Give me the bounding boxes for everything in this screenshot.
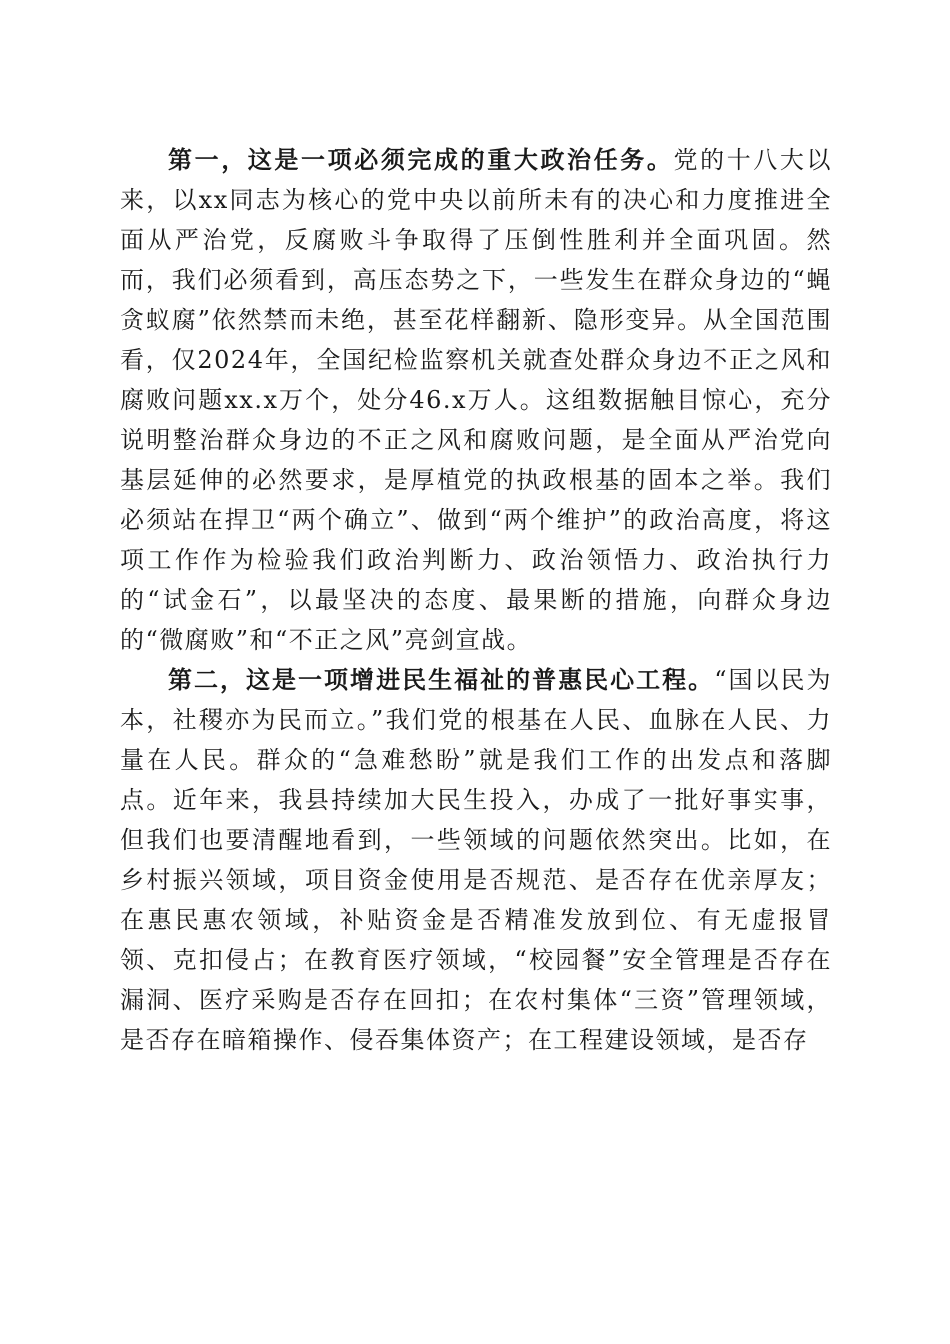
paragraph-lead: 第一，这是一项必须完成的重大政治任务。	[168, 145, 674, 174]
paragraph-body: “国以民为本，社稷亦为民而立。”我们党的根基在人民、血脉在人民、力量在人民。群众的“急难愁盼”就是我们工作的出发点和落脚点。近年来，我县持续加大民生投入，办成了一批好事实事，但我们也要清醒地看到，一些领域的问题依然突出。比如，在乡村振兴领域，项目资金使用是否规范、是否存在优亲厚友；在惠民惠农领域，补贴资金是否精准发放到位、有无虚报冒领、克扣侵占；在教育医疗领域，“校园餐”安全管理是否存在漏洞、医疗采购是否存在回扣；在农村集体“三资”管理领域，是否存在暗箱操作、侵吞集体资产；在工程建设领域，是否存	[120, 666, 832, 1054]
paragraph-second	[120, 660, 832, 1060]
paragraph-lead: 第二，这是一项增进民生福祉的普惠民心工程。	[168, 665, 715, 694]
paragraph-body: 党的十八大以来，以xx同志为核心的党中央以前所未有的决心和力度推进全面从严治党，反腐败斗争取得了压倒性胜利并全面巩固。然而，我们必须看到，高压态势之下，一些发生在群众身边的“蝇贪蚁腐”依然禁而未绝，甚至花样翻新、隐形变异。从全国范围看，仅2024年，全国纪检监察机关就查处群众身边不正之风和腐败问题xx.x万个，处分46.x万人。这组数据触目惊心，充分说明整治群众身边的不正之风和腐败问题，是全面从严治党向基层延伸的必然要求，是厚植党的执政根基的固本之举。我们必须站在捍卫“两个确立”、做到“两个维护”的政治高度，将这项工作作为检验我们政治判断力、政治领悟力、政治执行力的“试金石”，以最坚决的态度、最果断的措施，向群众身边的“微腐败”和“不正之风”亮剑宣战。	[120, 146, 833, 654]
paragraph-first	[120, 140, 832, 660]
document-page	[120, 140, 832, 1060]
